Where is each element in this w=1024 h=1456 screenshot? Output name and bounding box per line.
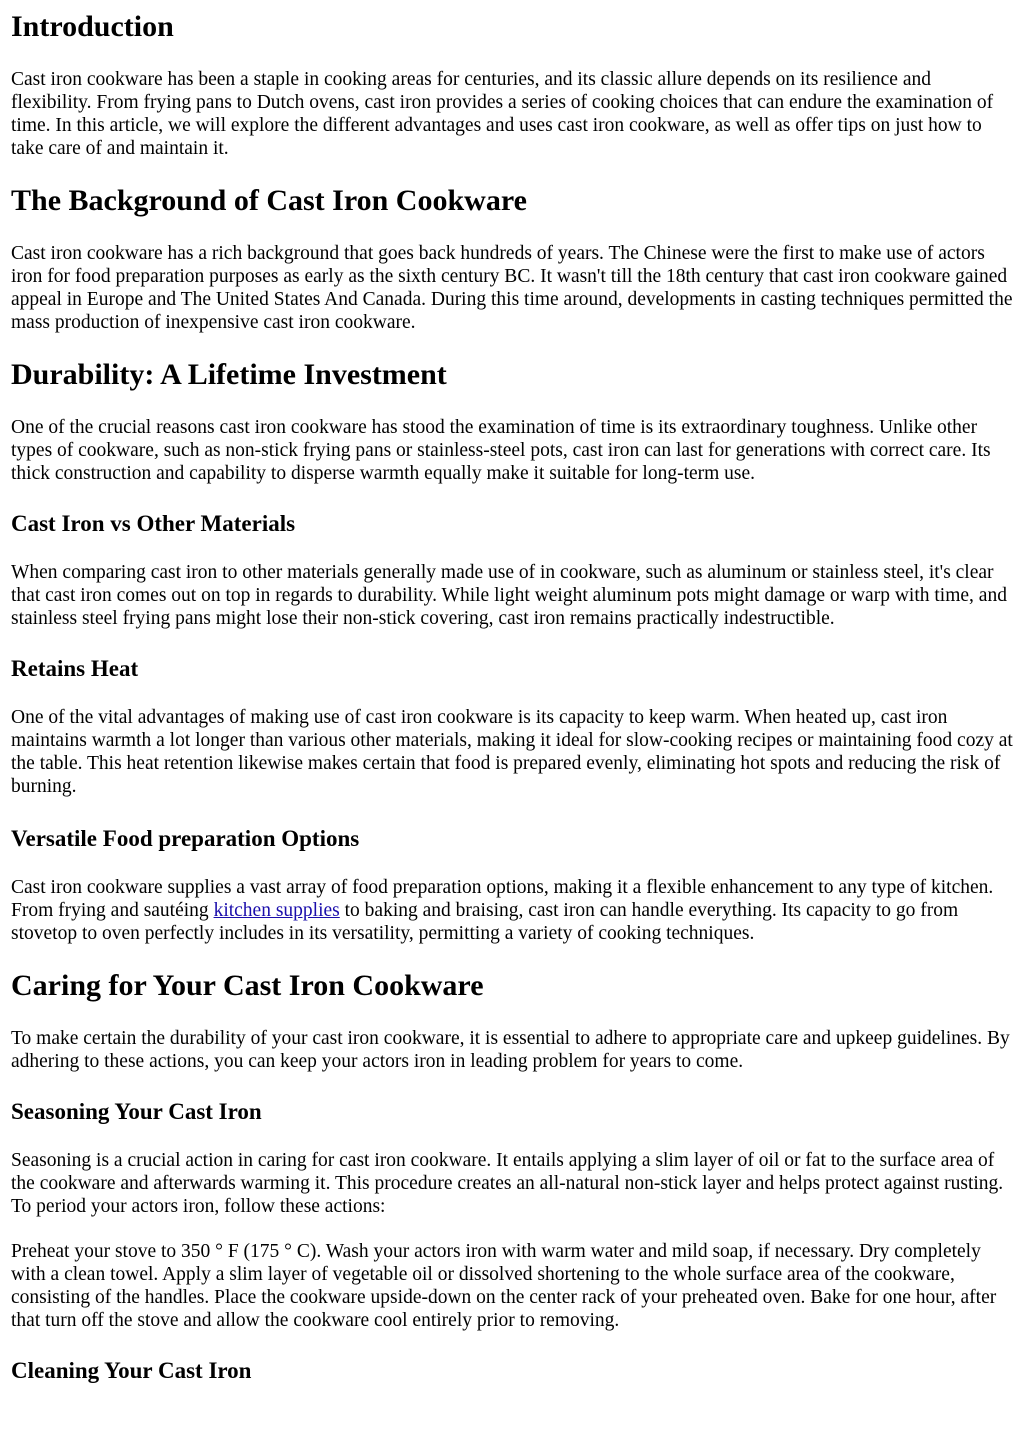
paragraph-caring: To make certain the durability of your cast iron cookware, it is essential to adhere to appropriate care and upkeep guidelines. By adhering to these actions, you can keep your actors iron in leading problem for years to come. bbox=[11, 1028, 1010, 1072]
heading-seasoning: Seasoning Your Cast Iron bbox=[11, 1099, 262, 1124]
paragraph-seasoning: Seasoning is a crucial action in caring for cast iron cookware. It entails applying a slim layer of oil or fat to the surface area of the cookware and afterwards warming it. This procedure creates an all-natural non-stick layer and helps protect against rusting. To period your actors iron, follow these actions: bbox=[11, 1150, 1004, 1217]
paragraph-introduction: Cast iron cookware has been a staple in cooking areas for centuries, and its classic allure depends on its resilience and flexibility. From frying pans to Dutch ovens, cast iron provides a series of cooking choices that can endure the examination of time. In this article, we will explore the different advantages and uses cast iron cookware, as well as offer tips on just how to take care of and maintain it. bbox=[11, 69, 994, 159]
heading-cleaning: Cleaning Your Cast Iron bbox=[11, 1358, 252, 1383]
heading-vs-materials: Cast Iron vs Other Materials bbox=[11, 511, 296, 536]
paragraph-seasoning-steps: Preheat your stove to 350 ° F (175 ° C). Wash your actors iron with warm water and mild soap, if necessary. Dry completely with a clean towel. Apply a slim layer of vegetable oil or dissolved shortening to the whole surface area of the cookware, consisting of the handles. Place the cookware upside-down on the center rack of your preheated oven. Bake for one hour, after that turn off the stove and allow the cookware cool entirely prior to removing. bbox=[11, 1241, 997, 1331]
paragraph-versatile-part2: to baking and braising, cast iron can handle everything. Its capacity to go from stovetop to oven perfectly includes in its versatility, permitting a variety of cooking techniques. bbox=[11, 900, 959, 944]
heading-introduction: Introduction bbox=[11, 10, 174, 43]
heading-versatile: Versatile Food preparation Options bbox=[11, 826, 360, 851]
kitchen-supplies-link[interactable]: kitchen supplies bbox=[213, 900, 340, 921]
heading-caring: Caring for Your Cast Iron Cookware bbox=[11, 969, 484, 1002]
heading-retains-heat: Retains Heat bbox=[11, 656, 139, 681]
paragraph-vs-materials: When comparing cast iron to other materials generally made use of in cookware, such as aluminum or stainless steel, it's clear that cast iron comes out on top in regards to durability. While light weight aluminum pots might damage or warp with time, and stainless steel frying pans might lose their non-stick covering, cast iron remains practically indestructible. bbox=[11, 562, 1007, 629]
paragraph-versatile bbox=[11, 876, 1014, 945]
paragraph-retains-heat: One of the vital advantages of making use of cast iron cookware is its capacity to keep warm. When heated up, cast iron maintains warmth a lot longer than various other materials, making it ideal for slow-cooking recipes or maintaining food cozy at the table. This heat retention likewise makes certain that food is prepared evenly, eliminating hot spots and reducing the risk of burning. bbox=[11, 707, 1013, 797]
paragraph-background: Cast iron cookware has a rich background that goes back hundreds of years. The Chinese were the first to make use of actors iron for food preparation purposes as early as the sixth century BC. It wasn't till the 18th century that cast iron cookware gained appeal in Europe and The United States And Canada. During this time around, developments in casting techniques permitted the mass production of inexpensive cast iron cookware. bbox=[11, 243, 1013, 333]
heading-durability: Durability: A Lifetime Investment bbox=[11, 358, 447, 391]
heading-background: The Background of Cast Iron Cookware bbox=[11, 184, 527, 217]
paragraph-versatile-part1: Cast iron cookware supplies a vast array of food preparation options, making it a flexible enhancement to any type of kitchen. From frying and sautéing bbox=[11, 877, 994, 921]
paragraph-durability: One of the crucial reasons cast iron cookware has stood the examination of time is its extraordinary toughness. Unlike other types of cookware, such as non-stick frying pans or stainless-steel pots, cast iron can last for generations with correct care. Its thick construction and capability to disperse warmth equally make it suitable for long-term use. bbox=[11, 417, 991, 484]
article bbox=[0, 10, 1024, 1384]
